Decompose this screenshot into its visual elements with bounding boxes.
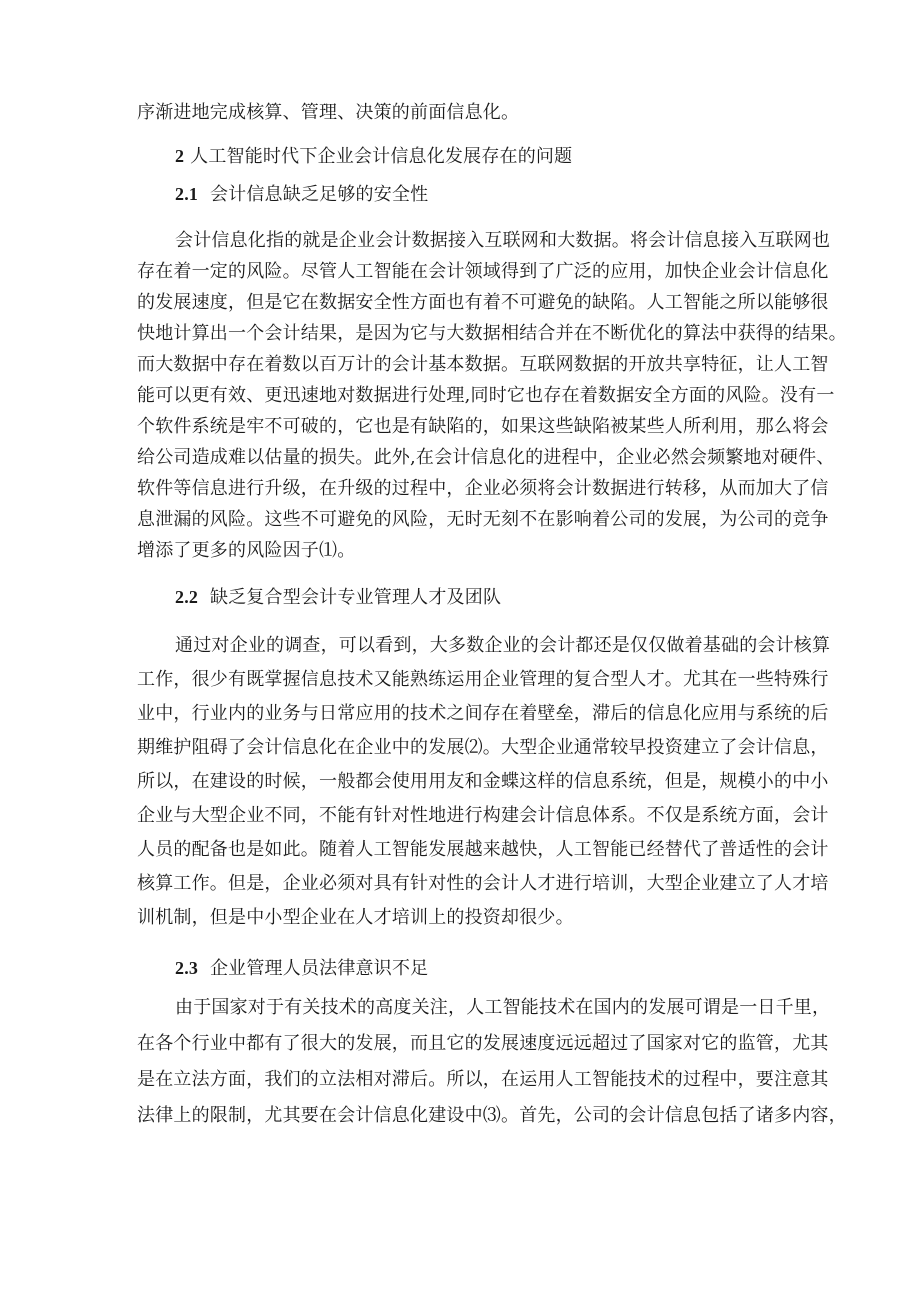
paragraph-line: 增添了更多的风险因子⑴。	[137, 540, 356, 561]
subsection-2-2-heading	[175, 585, 501, 610]
paragraph-line: 在各个行业中都有了很大的发展，而且它的发展速度远远超过了国家对它的监管，尤其	[137, 1033, 829, 1054]
paragraph-line: 训机制，但是中小型企业在人才培训上的投资却很少。	[137, 907, 574, 928]
section-2-number: 2	[175, 146, 185, 166]
paragraph-line: 工作，很少有既掌握信息技术又能熟练运用企业管理的复合型人才。尤其在一些特殊行	[137, 669, 829, 690]
paragraph-line: 快地计算出一个会计结果，是因为它与大数据相结合并在不断优化的算法中获得的结果。	[137, 323, 847, 344]
subsection-2-2-title: 缺乏复合型会计专业管理人才及团队	[209, 587, 502, 608]
subsection-2-3-title: 企业管理人员法律意识不足	[209, 958, 429, 979]
paragraph-line: 通过对企业的调查，可以看到，大多数企业的会计都还是仅仅做着基础的会计核算	[175, 635, 831, 656]
continuation-text: 序渐进地完成核算、管理、决策的前面信息化。	[137, 102, 520, 123]
section-2-title: 人工智能时代下企业会计信息化发展存在的问题	[190, 146, 573, 167]
subsection-2-1-title: 会计信息缺乏足够的安全性	[209, 184, 429, 205]
subsection-2-2-number: 2.2	[175, 587, 199, 607]
paragraph-line: 人员的配备也是如此。随着人工智能发展越来越快，人工智能已经替代了普适性的会计	[137, 839, 829, 860]
section-2-heading	[175, 144, 572, 169]
paragraph-line: 是在立法方面，我们的立法相对滞后。所以，在运用人工智能技术的过程中，要注意其	[137, 1069, 829, 1090]
paragraph-line: 能可以更有效、更迅速地对数据进行处理,同时它也存在着数据安全方面的风险。没有一	[137, 385, 835, 406]
subsection-2-1-heading	[175, 182, 428, 207]
paragraph-line: 由于国家对于有关技术的高度关注，人工智能技术在国内的发展可谓是一日千里，	[175, 997, 831, 1018]
subsection-2-3-heading	[175, 956, 428, 981]
paragraph-line: 给公司造成难以估量的损失。此外,在会计信息化的进程中，企业必然会频繁地对硬件、	[137, 447, 835, 468]
paragraph-line: 期维护阻碍了会计信息化在企业中的发展⑵。大型企业通常较早投资建立了会计信息，	[137, 737, 829, 758]
paragraph-line: 核算工作。但是，企业必须对具有针对性的会计人才进行培训，大型企业建立了人才培	[137, 873, 829, 894]
paragraph-line: 存在着一定的风险。尽管人工智能在会计领域得到了广泛的应用，加快企业会计信息化	[137, 261, 829, 282]
paragraph-line: 会计信息化指的就是企业会计数据接入互联网和大数据。将会计信息接入互联网也	[175, 230, 831, 251]
paragraph-line: 企业与大型企业不同，不能有针对性地进行构建会计信息体系。不仅是系统方面，会计	[137, 805, 829, 826]
paragraph-line: 而大数据中存在着数以百万计的会计基本数据。互联网数据的开放共享特征，让人工智	[137, 354, 829, 375]
paragraph-line: 软件等信息进行升级，在升级的过程中，企业必须将会计数据进行转移，从而加大了信	[137, 478, 829, 499]
paragraph-line: 法律上的限制，尤其要在会计信息化建设中⑶。首先，公司的会计信息包括了诸多内容，	[137, 1105, 847, 1126]
paragraph-line: 业中，行业内的业务与日常应用的技术之间存在着壁垒，滞后的信息化应用与系统的后	[137, 703, 829, 724]
paragraph-line: 所以，在建设的时候，一般都会使用用友和金蝶这样的信息系统，但是，规模小的中小	[137, 771, 829, 792]
subsection-2-1-number: 2.1	[175, 184, 199, 204]
paragraph-line: 的发展速度，但是它在数据安全性方面也有着不可避免的缺陷。人工智能之所以能够很	[137, 292, 829, 313]
subsection-2-3-number: 2.3	[175, 958, 199, 978]
paragraph-line: 个软件系统是牢不可破的，它也是有缺陷的，如果这些缺陷被某些人所利用，那么将会	[137, 416, 829, 437]
paragraph-line: 息泄漏的风险。这些不可避免的风险，无时无刻不在影响着公司的发展，为公司的竞争	[137, 509, 829, 530]
